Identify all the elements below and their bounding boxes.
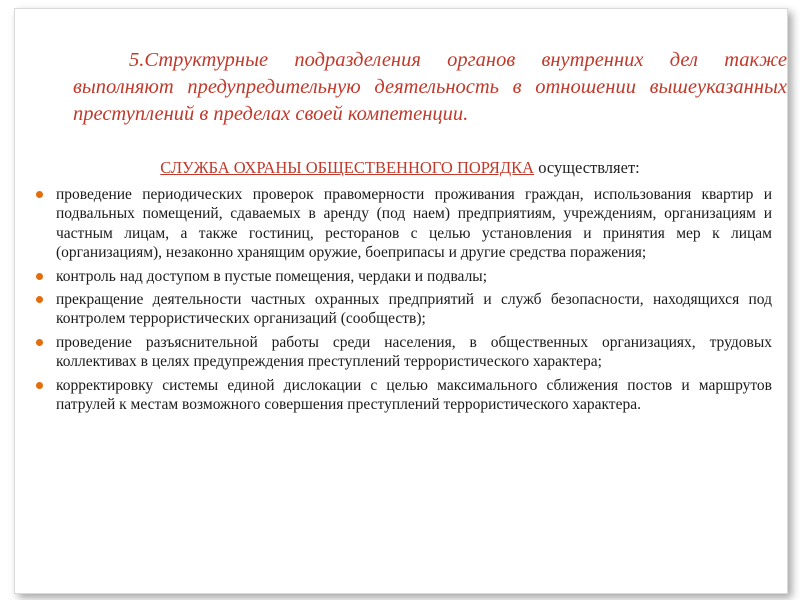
bullet-dot-icon [36, 296, 43, 303]
service-verb: осуществляет: [538, 158, 640, 177]
list-item-text: корректировку системы единой дислокации с целью максимального сближения постов и маршрутов патрулей к местам возможного совершения преступлений террористического характера. [56, 376, 772, 414]
list-item-text: прекращение деятельности частных охранных предприятий и служб безопасности, находящихся под контролем террористических организаций (сообществ); [56, 291, 772, 328]
service-line [0, 158, 800, 178]
service-name: СЛУЖБА ОХРАНЫ ОБЩЕСТВЕННОГО ПОРЯДКА [160, 158, 535, 177]
duty-list [36, 185, 772, 418]
list-item [36, 267, 772, 286]
list-item [36, 185, 772, 263]
list-item [36, 376, 772, 415]
bullet-dot-icon [36, 191, 43, 198]
list-item [36, 290, 772, 329]
list-item-text: проведение периодических проверок правомерности проживания граждан, использования квартир и подвальных помещений, сдаваемых в аренду (под наем) предприятиям, учреждениям, организациям и частным лицам, а также гостиниц, ресторанов с целью установления и принятия мер к лицам (организациям), незаконно хранящим оружие, боеприпасы и другие средства поражения; [56, 186, 772, 262]
bullet-dot-icon [36, 382, 43, 389]
list-item [36, 333, 772, 372]
bullet-dot-icon [36, 273, 43, 280]
slide-heading: 5.Структурные подразделения органов внутренних дел также выполняют предупредительную деятельность в отношении вышеуказанных преступлений в пределах своей компетенции. [73, 49, 787, 125]
list-item-text: контроль над доступом в пустые помещения, чердаки и подвалы; [56, 267, 488, 285]
bullet-dot-icon [36, 339, 43, 346]
list-item-text: проведение разъяснительной работы среди населения, в общественных организациях, трудовых коллективах в целях предупреждения преступлений террористического характера; [56, 333, 772, 371]
